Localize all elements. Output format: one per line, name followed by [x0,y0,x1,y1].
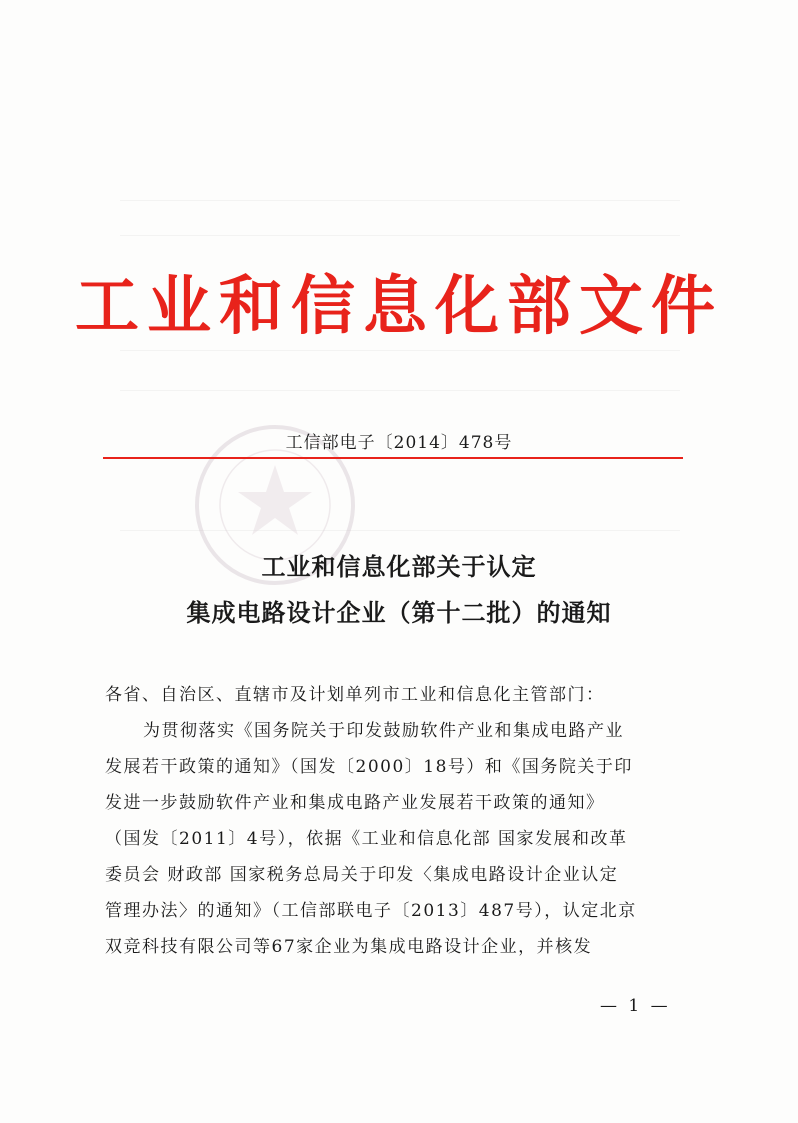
body-line: 管理办法〉的通知》（工信部联电子〔2013〕487号），认定北京 [105,901,637,921]
notice-title-line-1: 工业和信息化部关于认定 [261,553,537,581]
salutation: 各省、自治区、直辖市及计划单列市工业和信息化主管部门： [105,685,605,705]
page-number: — 1 — [600,996,671,1016]
body-line: （国发〔2011〕4号），依据《工业和信息化部 国家发展和改革 [105,829,628,849]
body-line: 发进一步鼓励软件产业和集成电路产业发展若干政策的通知》 [105,793,605,813]
notice-body [105,713,690,965]
body-line: 发展若干政策的通知》（国发〔2000〕18号）和《国务院关于印 [105,757,633,777]
document-number: 工信部电子〔2014〕478号 [285,433,513,453]
body-line: 委员会 财政部 国家税务总局关于印发〈集成电路设计企业认定 [105,865,619,885]
document-issuer-header: 工业和信息化部文件 [75,270,723,344]
body-line: 为贯彻落实《国务院关于印发鼓励软件产业和集成电路产业 [143,721,624,741]
red-divider-line [103,457,683,459]
notice-title-line-2: 集成电路设计企业（第十二批）的通知 [186,599,612,627]
body-line: 双竞科技有限公司等67家企业为集成电路设计企业，并核发 [105,937,593,957]
